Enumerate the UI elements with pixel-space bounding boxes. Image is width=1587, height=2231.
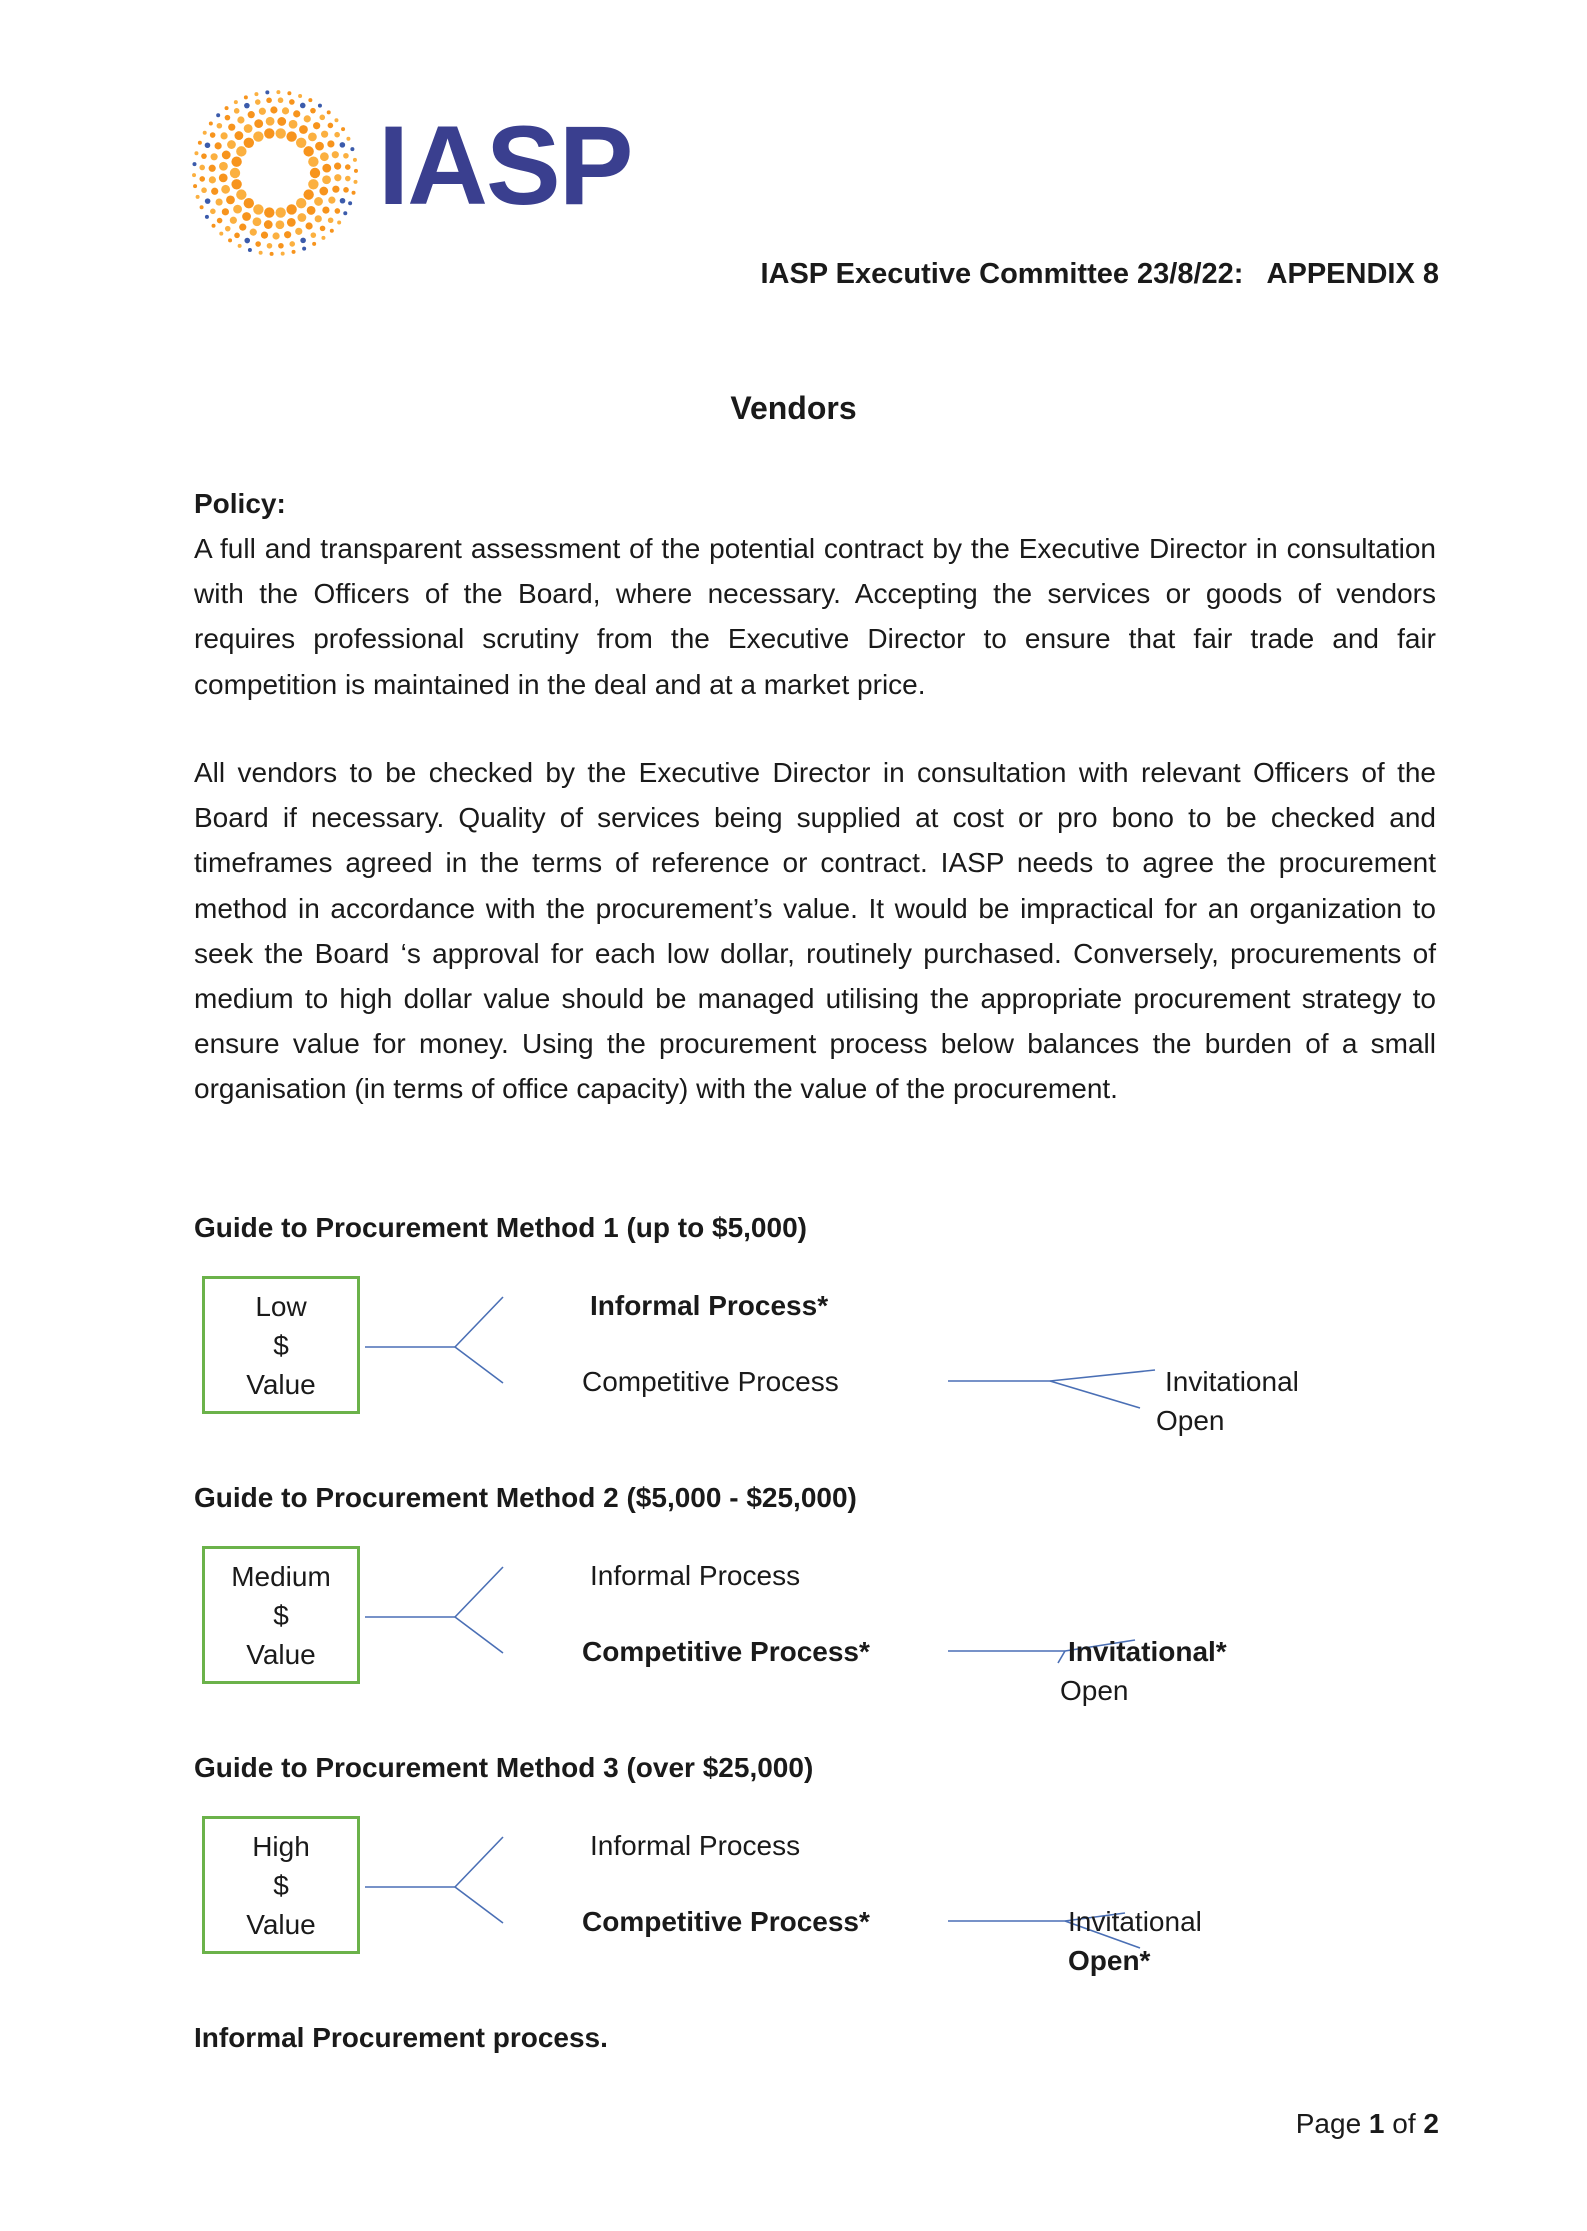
- connector-line: [455, 1887, 503, 1923]
- policy-paragraph-1: A full and transparent assessment of the potential contract by the Executive Director in consultation with the Officers of the Board, where necessary. Accepting the services or goods of vendors requires professional scrutiny from the Executive Director to ensure that fair trade and fair competition is maintained in the deal and at a market price.: [194, 533, 1436, 700]
- page-prefix: Page: [1295, 2108, 1369, 2139]
- connector-line: [1058, 1651, 1065, 1663]
- page-of: of: [1384, 2108, 1424, 2139]
- connector-line: [455, 1297, 503, 1347]
- box-label: Low: [255, 1290, 307, 1322]
- informal-procurement-heading: Informal Procurement process.: [194, 2022, 608, 2053]
- page-title: Vendors: [730, 390, 857, 426]
- committee-reference: IASP Executive Committee 23/8/22: APPENDIX 8: [760, 258, 1439, 290]
- box-label: Value: [246, 1638, 316, 1670]
- competitive-process-label: Competitive Process*: [582, 1906, 870, 1937]
- box-label: High: [252, 1830, 310, 1862]
- policy-paragraph-2: All vendors to be checked by the Executive Director in consultation with relevant Officers of the Board if necessary. Quality of services being supplied at cost or pro bono to be checked and timeframes agreed in the terms of reference or contract. IASP needs to agree the procurement method in accordance with the procurement’s value. It would be impractical for an organization to seek the Board ‘s approval for each low dollar, routinely purchased. Conversely, procurements of medium to high dollar value should be managed utilising the appropriate procurement strategy to ensure value for money. Using the procurement process below balances the burden of a small organisation (in terms of office capacity) with the value of the procurement.: [194, 757, 1436, 1105]
- informal-process-label: Informal Process: [590, 1830, 801, 1861]
- connector-line: [1050, 1381, 1140, 1408]
- connector-line: [1050, 1370, 1155, 1381]
- informal-process-label: Informal Process*: [590, 1290, 829, 1321]
- value-box-medium: [202, 1546, 360, 1684]
- box-label: $: [273, 1869, 289, 1901]
- invitational-label: Invitational: [1165, 1366, 1299, 1397]
- competitive-process-label: Competitive Process*: [582, 1636, 870, 1667]
- open-label: Open*: [1068, 1945, 1151, 1976]
- box-label: Value: [246, 1368, 316, 1400]
- page-number: [1296, 2108, 1439, 2140]
- method-2-heading: Guide to Procurement Method 2 ($5,000 - $25,000): [194, 1482, 857, 1513]
- informal-process-label: Informal Process: [590, 1560, 801, 1591]
- box-label: $: [273, 1599, 289, 1631]
- policy-heading: Policy:: [194, 488, 286, 519]
- page-total: 2: [1423, 2108, 1439, 2139]
- invitational-label: Invitational*: [1068, 1636, 1227, 1667]
- value-box-low: [202, 1276, 360, 1414]
- box-label: Medium: [231, 1560, 331, 1592]
- connector-line: [455, 1567, 503, 1617]
- method-3-heading: Guide to Procurement Method 3 (over $25,000): [194, 1752, 814, 1783]
- box-label: Value: [246, 1908, 316, 1940]
- invitational-label: Invitational: [1068, 1906, 1202, 1937]
- open-label: Open: [1156, 1405, 1225, 1436]
- page-current: 1: [1368, 2108, 1385, 2139]
- logo-text: IASP: [378, 103, 632, 228]
- open-label: Open: [1060, 1675, 1129, 1706]
- value-box-high: [202, 1816, 360, 1954]
- connector-line: [455, 1347, 503, 1383]
- method-1-heading: Guide to Procurement Method 1 (up to $5,000): [194, 1212, 807, 1243]
- connector-line: [455, 1837, 503, 1887]
- box-label: $: [273, 1329, 289, 1361]
- competitive-process-label: Competitive Process: [582, 1366, 839, 1397]
- connector-line: [455, 1617, 503, 1653]
